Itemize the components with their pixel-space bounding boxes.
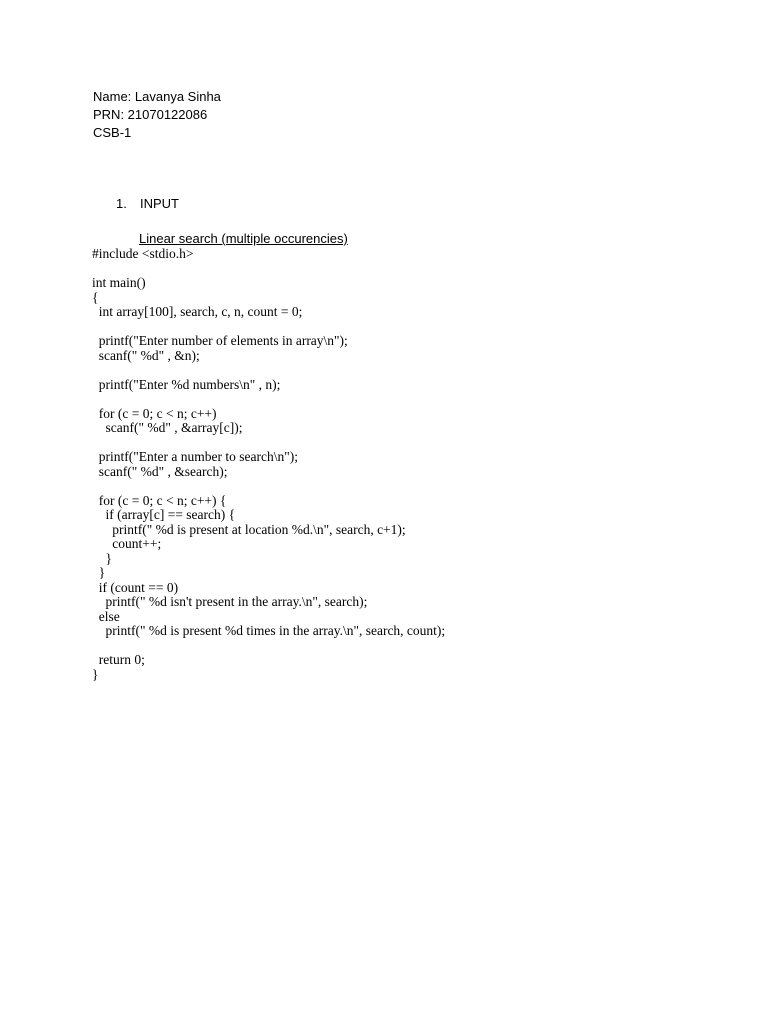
code-line bbox=[92, 436, 445, 451]
code-line bbox=[92, 479, 445, 494]
code-line: scanf(" %d" , &search); bbox=[92, 463, 228, 479]
code-line: count++; bbox=[92, 536, 162, 551]
code-line: scanf(" %d" , &n); bbox=[92, 347, 200, 363]
student-class: CSB-1 bbox=[93, 125, 132, 140]
section-heading bbox=[116, 196, 179, 212]
code-line bbox=[92, 262, 445, 277]
student-info bbox=[93, 88, 221, 142]
code-line bbox=[92, 639, 445, 654]
student-prn: PRN: 21070122086 bbox=[93, 107, 208, 122]
code-line bbox=[92, 320, 445, 335]
code-line: for (c = 0; c < n; c++) { bbox=[92, 492, 227, 508]
section-title: INPUT bbox=[140, 196, 179, 211]
code-line: { bbox=[92, 289, 99, 305]
code-line: scanf(" %d" , &array[c]); bbox=[92, 420, 243, 435]
code-line bbox=[92, 363, 445, 378]
code-line: if (array[c] == search) { bbox=[92, 507, 236, 522]
code-line: int array[100], search, c, n, count = 0; bbox=[92, 304, 303, 319]
code-line: printf("Enter %d numbers\n" , n); bbox=[92, 376, 281, 392]
code-line: printf("Enter a number to search\n"); bbox=[92, 449, 298, 464]
code-listing bbox=[92, 247, 445, 682]
code-line: } bbox=[92, 550, 112, 566]
code-line: printf(" %d is present at location %d.\n", search, c+1); bbox=[92, 521, 406, 537]
code-line: } bbox=[92, 565, 106, 580]
program-title: Linear search (multiple occurencies) bbox=[139, 231, 348, 246]
code-line: printf(" %d is present %d times in the array.\n", search, count); bbox=[92, 623, 446, 638]
code-line: for (c = 0; c < n; c++) bbox=[92, 405, 217, 421]
code-line: return 0; bbox=[92, 652, 145, 667]
code-line bbox=[92, 392, 445, 407]
code-line: printf("Enter number of elements in array\n"); bbox=[92, 333, 348, 348]
code-line: if (count == 0) bbox=[92, 579, 179, 595]
code-line: } bbox=[92, 666, 99, 682]
section-number: 1. bbox=[116, 196, 127, 211]
code-line: int main() bbox=[92, 275, 146, 290]
student-name: Name: Lavanya Sinha bbox=[93, 89, 221, 104]
code-line: else bbox=[92, 608, 120, 624]
code-line: #include <stdio.h> bbox=[92, 246, 194, 261]
code-line: printf(" %d isn't present in the array.\n", search); bbox=[92, 594, 368, 609]
